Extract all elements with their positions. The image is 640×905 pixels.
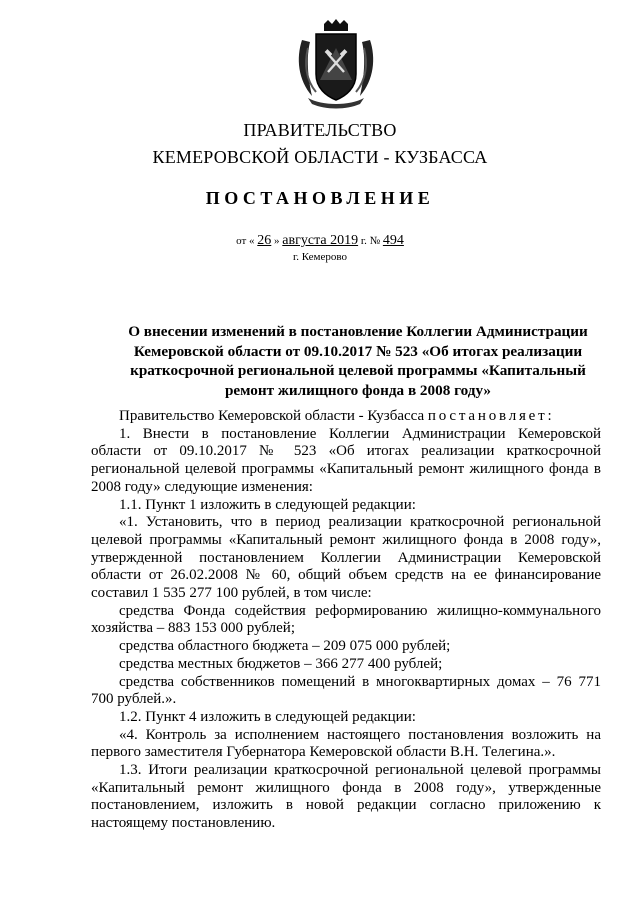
preamble: [91, 408, 601, 426]
org-name-line1: ПРАВИТЕЛЬСТВО: [243, 120, 397, 140]
paragraph-1-2: 1.2. Пункт 4 изложить в следующей редакции:: [119, 708, 416, 725]
paragraph-1-1: 1.1. Пункт 1 изложить в следующей редакции:: [119, 496, 416, 513]
quote-region-line: средства областного бюджета – 209 075 000 рублей;: [119, 638, 451, 655]
paragraph-1: 1. Внести в постановление Коллегии Администрации Кемеровской области от 09.10.2017 № 523 «Об итогах реализации краткосрочной региональной целевой программы «Капитальный ремонт жилищного фонда в 2008 году» следующие изменения:: [91, 425, 601, 495]
date-day: 26: [257, 233, 272, 248]
date-prefix: от «: [236, 235, 255, 247]
document-body: [91, 408, 601, 833]
document-type: ПОСТАНОВЛЕНИЕ: [205, 188, 435, 208]
document-number: 494: [382, 233, 404, 248]
date-month-year: августа 2019: [282, 233, 359, 248]
coat-of-arms-emblem: [294, 18, 378, 110]
document-date-line: [0, 233, 640, 249]
document-city: г. Кемерово: [292, 251, 348, 263]
org-name-line2: КЕМЕРОВСКОЙ ОБЛАСТИ - КУЗБАССА: [152, 147, 488, 167]
preamble-subject: Правительство Кемеровской области - Кузбасса: [119, 408, 425, 424]
quote-point-1: «1. Установить, что в период реализации краткосрочной региональной целевой программы «Капитальный ремонт жилищного фонда в 2008 году», утвержденной постановлением Коллегии Администрации Кемеровской области от 26.02.2008 № 60, общий объем средств на ее финансирование составил 1 535 277 100 рублей, в том числе:: [91, 514, 601, 602]
quote-point-4: «4. Контроль за исполнением настоящего постановления возложить на первого заместителя Губернатора Кемеровской области В.Н. Телегина.».: [91, 726, 601, 761]
paragraph-1-3: 1.3. Итоги реализации краткосрочной региональной целевой программы «Капитальный ремонт жилищного фонда в 2008 году», утвержденные постановлением, изложить в новой редакции согласно приложению к настоящему постановлению.: [91, 762, 601, 832]
document-title: О внесении изменений в постановление Коллегии Администрации Кемеровской области от 09.10.2017 № 523 «Об итогах реализации краткосрочной региональной целевой программы «Капитальный ремонт жилищного фонда в 2008 году»: [128, 323, 588, 399]
date-mid: »: [274, 235, 280, 247]
quote-local-line: средства местных бюджетов – 366 277 400 рублей;: [119, 655, 443, 672]
quote-fund-line: средства Фонда содействия реформированию жилищно-коммунального хозяйства – 883 153 000 рублей;: [91, 602, 601, 637]
preamble-verb: постановляет:: [427, 408, 555, 424]
date-suffix: г. №: [360, 235, 381, 247]
quote-owners-line: средства собственников помещений в многоквартирных домах – 76 771 700 рублей.».: [91, 673, 601, 708]
